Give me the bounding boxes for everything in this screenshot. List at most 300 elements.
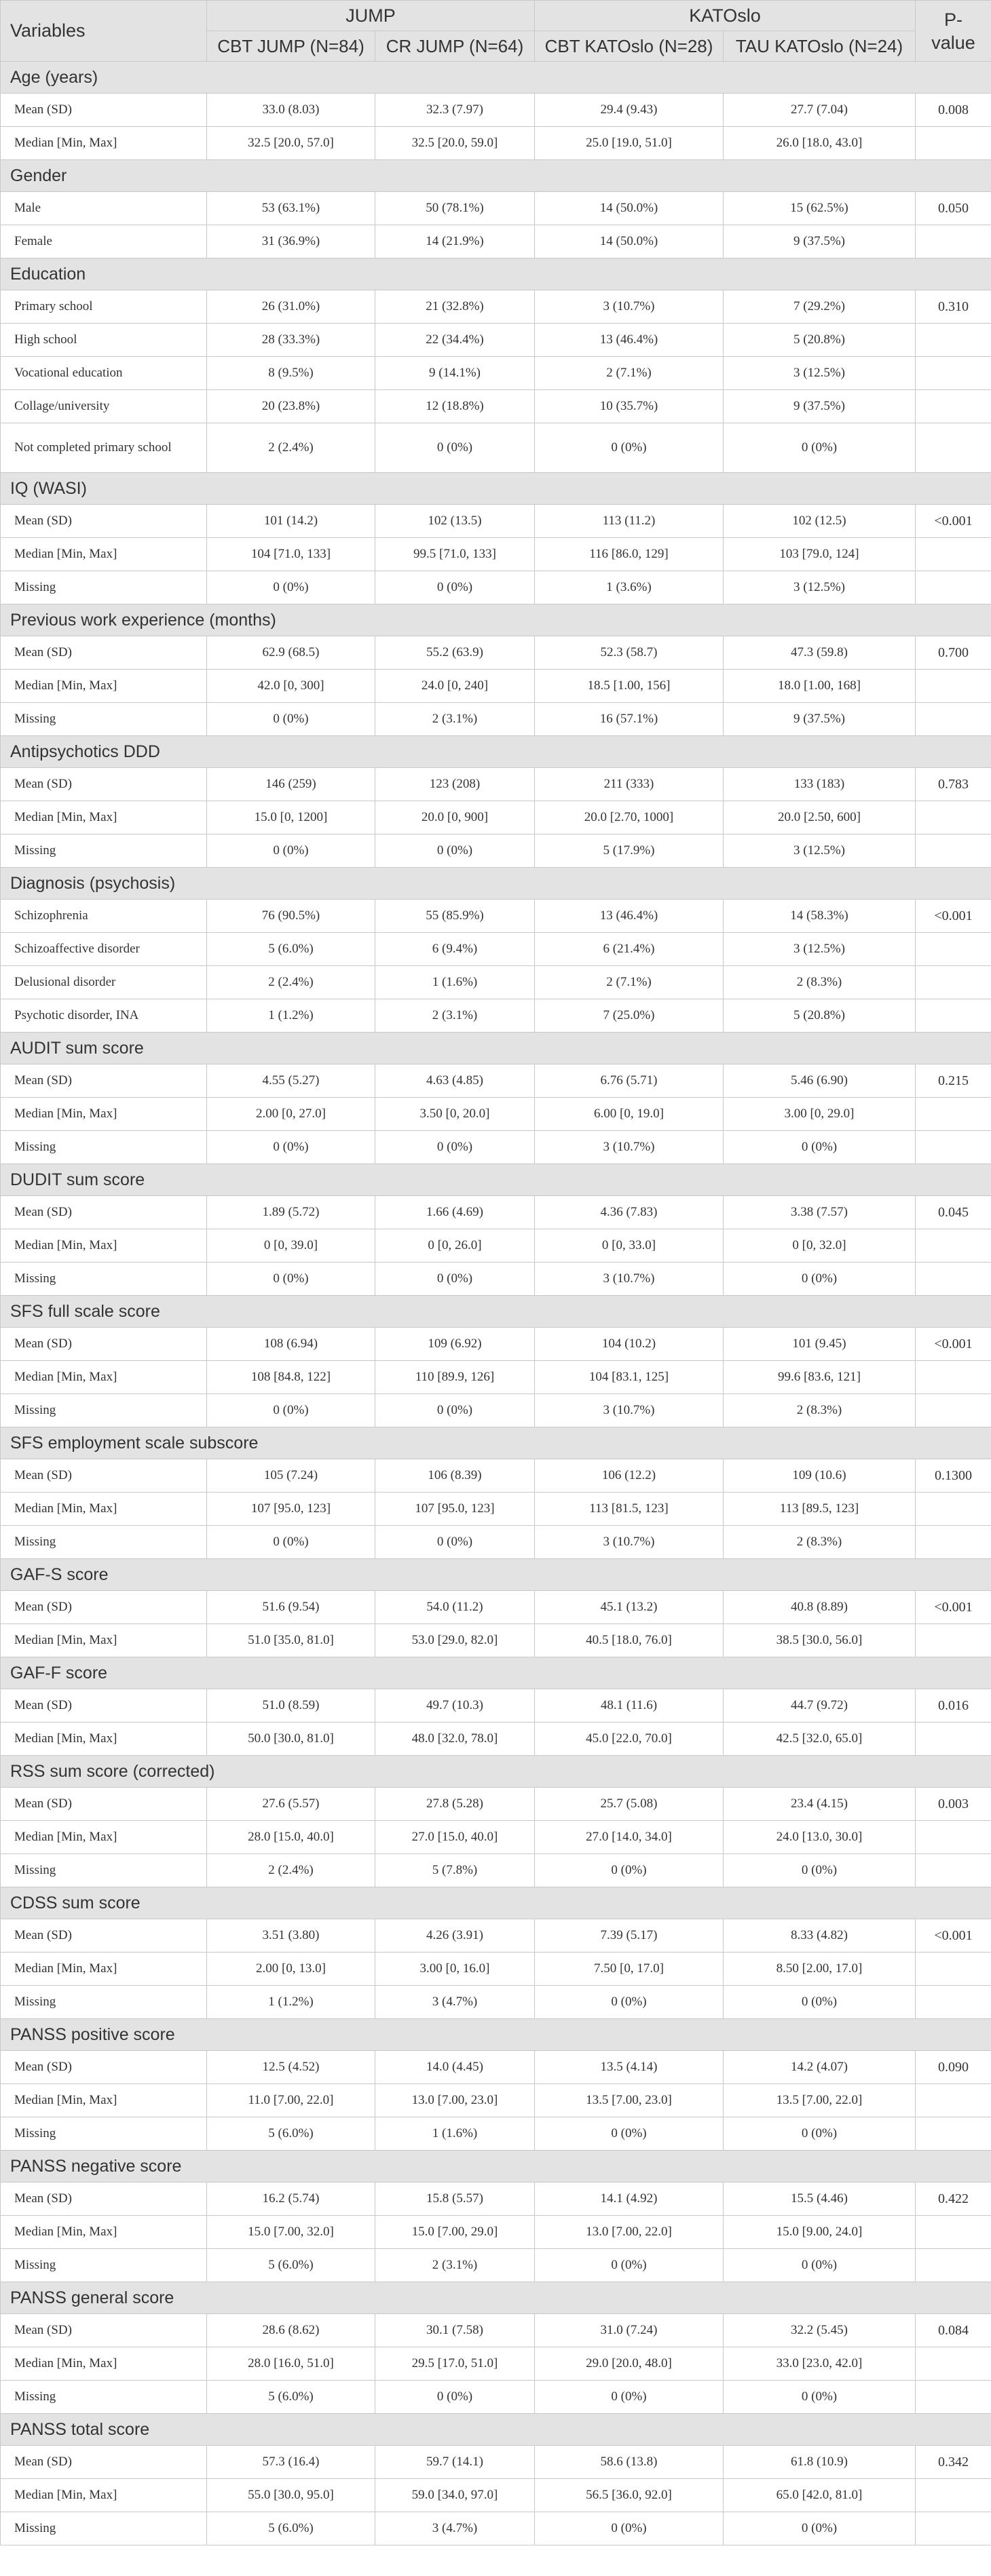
cr-jump-cell: 3.50 [0, 20.0] bbox=[375, 1098, 535, 1131]
tau-katoslo-cell: 5 (20.8%) bbox=[724, 324, 916, 357]
p-value-cell bbox=[916, 538, 991, 571]
cbt-katoslo-cell: 18.5 [1.00, 156] bbox=[535, 670, 724, 703]
row-label: Missing bbox=[1, 2381, 207, 2414]
cbt-jump-cell: 16.2 (5.74) bbox=[207, 2183, 375, 2216]
cbt-katoslo-cell: 10 (35.7%) bbox=[535, 390, 724, 423]
table-row bbox=[1, 1854, 991, 1887]
row-label: Median [Min, Max] bbox=[1, 538, 207, 571]
tau-katoslo-cell: 38.5 [30.0, 56.0] bbox=[724, 1624, 916, 1657]
row-label: Mean (SD) bbox=[1, 1788, 207, 1821]
table-row bbox=[1, 1459, 991, 1493]
cbt-jump-cell: 51.0 [35.0, 81.0] bbox=[207, 1624, 375, 1657]
tau-katoslo-cell: 18.0 [1.00, 168] bbox=[724, 670, 916, 703]
section-title: SFS employment scale subscore bbox=[1, 1427, 991, 1459]
cbt-jump-cell: 4.55 (5.27) bbox=[207, 1064, 375, 1098]
cbt-jump-cell: 57.3 (16.4) bbox=[207, 2446, 375, 2479]
cbt-katoslo-cell: 1 (3.6%) bbox=[535, 571, 724, 604]
p-value-cell bbox=[916, 1986, 991, 2019]
cbt-katoslo-cell: 6.76 (5.71) bbox=[535, 1064, 724, 1098]
section-row bbox=[1, 1657, 991, 1689]
jump-group-header: JUMP bbox=[207, 1, 535, 31]
p-value-cell bbox=[916, 2479, 991, 2512]
row-label: Mean (SD) bbox=[1, 2314, 207, 2347]
table-row bbox=[1, 571, 991, 604]
cbt-jump-cell: 11.0 [7.00, 22.0] bbox=[207, 2084, 375, 2117]
p-value-cell bbox=[916, 2216, 991, 2249]
cbt-katoslo-cell: 45.1 (13.2) bbox=[535, 1591, 724, 1624]
variables-header: Variables bbox=[1, 1, 207, 62]
section-title: Antipsychotics DDD bbox=[1, 736, 991, 768]
table-row bbox=[1, 703, 991, 736]
tau-katoslo-cell: 61.8 (10.9) bbox=[724, 2446, 916, 2479]
cbt-jump-cell: 28.0 [15.0, 40.0] bbox=[207, 1821, 375, 1854]
table-row bbox=[1, 834, 991, 868]
cr-jump-cell: 0 [0, 26.0] bbox=[375, 1229, 535, 1263]
cbt-jump-cell: 2 (2.4%) bbox=[207, 423, 375, 473]
tau-katoslo-cell: 2 (8.3%) bbox=[724, 966, 916, 999]
cbt-katoslo-cell: 2 (7.1%) bbox=[535, 357, 724, 390]
cbt-jump-cell: 28.6 (8.62) bbox=[207, 2314, 375, 2347]
p-value-cell: <0.001 bbox=[916, 505, 991, 538]
cr-jump-cell: 14 (21.9%) bbox=[375, 225, 535, 258]
cr-jump-cell: 4.63 (4.85) bbox=[375, 1064, 535, 1098]
row-label: Vocational education bbox=[1, 357, 207, 390]
table-row bbox=[1, 1098, 991, 1131]
cr-jump-cell: 4.26 (3.91) bbox=[375, 1919, 535, 1953]
cbt-jump-cell: 146 (259) bbox=[207, 768, 375, 801]
tau-katoslo-cell: 15 (62.5%) bbox=[724, 192, 916, 225]
cbt-jump-cell: 55.0 [30.0, 95.0] bbox=[207, 2479, 375, 2512]
p-value-cell bbox=[916, 2347, 991, 2381]
tau-katoslo-cell: 0 [0, 32.0] bbox=[724, 1229, 916, 1263]
tau-katoslo-cell: 47.3 (59.8) bbox=[724, 636, 916, 670]
cbt-katoslo-cell: 0 (0%) bbox=[535, 1854, 724, 1887]
tau-katoslo-cell: 9 (37.5%) bbox=[724, 225, 916, 258]
tau-katoslo-cell: 103 [79.0, 124] bbox=[724, 538, 916, 571]
cbt-katoslo-cell: 14 (50.0%) bbox=[535, 225, 724, 258]
cbt-katoslo-cell: 25.7 (5.08) bbox=[535, 1788, 724, 1821]
row-label: Male bbox=[1, 192, 207, 225]
tau-katoslo-cell: 0 (0%) bbox=[724, 2117, 916, 2151]
row-label: Mean (SD) bbox=[1, 2183, 207, 2216]
cr-jump-cell: 55 (85.9%) bbox=[375, 900, 535, 933]
section-row bbox=[1, 160, 991, 192]
cr-jump-cell: 99.5 [71.0, 133] bbox=[375, 538, 535, 571]
cbt-katoslo-cell: 48.1 (11.6) bbox=[535, 1689, 724, 1723]
cbt-katoslo-cell: 56.5 [36.0, 92.0] bbox=[535, 2479, 724, 2512]
cr-jump-cell: 0 (0%) bbox=[375, 2381, 535, 2414]
p-value-cell: 0.342 bbox=[916, 2446, 991, 2479]
table-row bbox=[1, 1689, 991, 1723]
cr-jump-cell: 30.1 (7.58) bbox=[375, 2314, 535, 2347]
tau-katoslo-cell: 5 (20.8%) bbox=[724, 999, 916, 1033]
tau-katoslo-cell: 7 (29.2%) bbox=[724, 290, 916, 324]
row-label: Median [Min, Max] bbox=[1, 1098, 207, 1131]
row-label: Missing bbox=[1, 1131, 207, 1164]
table-row bbox=[1, 966, 991, 999]
cbt-jump-cell: 0 (0%) bbox=[207, 571, 375, 604]
tau-katoslo-cell: 3 (12.5%) bbox=[724, 933, 916, 966]
p-value-cell bbox=[916, 423, 991, 473]
cbt-jump-cell: 5 (6.0%) bbox=[207, 2249, 375, 2282]
cr-jump-cell: 21 (32.8%) bbox=[375, 290, 535, 324]
tau-katoslo-cell: 101 (9.45) bbox=[724, 1328, 916, 1361]
tau-katoslo-cell: 109 (10.6) bbox=[724, 1459, 916, 1493]
section-title: SFS full scale score bbox=[1, 1296, 991, 1328]
p-value-cell bbox=[916, 2249, 991, 2282]
cr-jump-cell: 0 (0%) bbox=[375, 1394, 535, 1427]
cbt-jump-cell: 12.5 (4.52) bbox=[207, 2051, 375, 2084]
table-row bbox=[1, 2117, 991, 2151]
tau-katoslo-cell: 0 (0%) bbox=[724, 1854, 916, 1887]
table-row bbox=[1, 933, 991, 966]
cbt-katoslo-cell: 13.0 [7.00, 22.0] bbox=[535, 2216, 724, 2249]
cbt-katoslo-cell: 13.5 [7.00, 23.0] bbox=[535, 2084, 724, 2117]
cbt-jump-cell: 5 (6.0%) bbox=[207, 2381, 375, 2414]
row-label: Missing bbox=[1, 1986, 207, 2019]
row-label: Median [Min, Max] bbox=[1, 1229, 207, 1263]
cbt-katoslo-cell: 25.0 [19.0, 51.0] bbox=[535, 127, 724, 160]
tau-katoslo-cell: 27.7 (7.04) bbox=[724, 94, 916, 127]
cbt-jump-cell: 0 (0%) bbox=[207, 834, 375, 868]
tau-katoslo-cell: 15.5 (4.46) bbox=[724, 2183, 916, 2216]
row-label: Mean (SD) bbox=[1, 1459, 207, 1493]
cbt-jump-cell: 1.89 (5.72) bbox=[207, 1196, 375, 1229]
cr-jump-cell: 102 (13.5) bbox=[375, 505, 535, 538]
cr-jump-cell: 123 (208) bbox=[375, 768, 535, 801]
table-row bbox=[1, 1723, 991, 1756]
cbt-katoslo-cell: 13.5 (4.14) bbox=[535, 2051, 724, 2084]
section-row bbox=[1, 2414, 991, 2446]
row-label: Mean (SD) bbox=[1, 505, 207, 538]
p-value-header-line1: P- bbox=[944, 9, 963, 30]
section-row bbox=[1, 1887, 991, 1919]
section-title: PANSS negative score bbox=[1, 2151, 991, 2183]
cr-jump-cell: 12 (18.8%) bbox=[375, 390, 535, 423]
cbt-katoslo-cell: 13 (46.4%) bbox=[535, 324, 724, 357]
table-row bbox=[1, 2183, 991, 2216]
cr-jump-cell: 1 (1.6%) bbox=[375, 966, 535, 999]
row-label: Missing bbox=[1, 703, 207, 736]
row-label: Mean (SD) bbox=[1, 1919, 207, 1953]
cbt-katoslo-cell: 104 (10.2) bbox=[535, 1328, 724, 1361]
tau-katoslo-cell: 3 (12.5%) bbox=[724, 571, 916, 604]
table-row bbox=[1, 2216, 991, 2249]
table-row bbox=[1, 999, 991, 1033]
tau-katoslo-cell: 32.2 (5.45) bbox=[724, 2314, 916, 2347]
cbt-katoslo-cell: 14.1 (4.92) bbox=[535, 2183, 724, 2216]
cbt-jump-cell: 8 (9.5%) bbox=[207, 357, 375, 390]
cbt-katoslo-cell: 31.0 (7.24) bbox=[535, 2314, 724, 2347]
section-title: AUDIT sum score bbox=[1, 1033, 991, 1064]
cbt-jump-cell: 51.0 (8.59) bbox=[207, 1689, 375, 1723]
cbt-katoslo-cell: 13 (46.4%) bbox=[535, 900, 724, 933]
cbt-katoslo-cell: 7.50 [0, 17.0] bbox=[535, 1953, 724, 1986]
p-value-cell: 0.045 bbox=[916, 1196, 991, 1229]
cbt-katoslo-cell: 7.39 (5.17) bbox=[535, 1919, 724, 1953]
cr-jump-cell: 50 (78.1%) bbox=[375, 192, 535, 225]
p-value-cell bbox=[916, 127, 991, 160]
table-row bbox=[1, 1196, 991, 1229]
row-label: Mean (SD) bbox=[1, 1064, 207, 1098]
section-title: Previous work experience (months) bbox=[1, 604, 991, 636]
table-row bbox=[1, 1064, 991, 1098]
section-row bbox=[1, 1296, 991, 1328]
cbt-katoslo-cell: 0 [0, 33.0] bbox=[535, 1229, 724, 1263]
cbt-jump-cell: 3.51 (3.80) bbox=[207, 1919, 375, 1953]
row-label: Median [Min, Max] bbox=[1, 1953, 207, 1986]
cbt-katoslo-cell: 0 (0%) bbox=[535, 423, 724, 473]
table-row bbox=[1, 2314, 991, 2347]
table-row bbox=[1, 127, 991, 160]
row-label: Mean (SD) bbox=[1, 2051, 207, 2084]
katoslo-group-header: KATOslo bbox=[535, 1, 916, 31]
cr-jump-cell: 59.0 [34.0, 97.0] bbox=[375, 2479, 535, 2512]
cbt-katoslo-cell: 3 (10.7%) bbox=[535, 290, 724, 324]
table-row bbox=[1, 670, 991, 703]
p-value-cell: <0.001 bbox=[916, 1591, 991, 1624]
cr-jump-cell: 29.5 [17.0, 51.0] bbox=[375, 2347, 535, 2381]
p-value-cell bbox=[916, 2512, 991, 2545]
row-label: Mean (SD) bbox=[1, 1328, 207, 1361]
cbt-katoslo-cell: 3 (10.7%) bbox=[535, 1394, 724, 1427]
table-row bbox=[1, 768, 991, 801]
cr-jump-cell: 22 (34.4%) bbox=[375, 324, 535, 357]
section-row bbox=[1, 62, 991, 94]
cbt-jump-cell: 101 (14.2) bbox=[207, 505, 375, 538]
cbt-katoslo-cell: 116 [86.0, 129] bbox=[535, 538, 724, 571]
tau-katoslo-cell: 23.4 (4.15) bbox=[724, 1788, 916, 1821]
tau-katoslo-cell: 113 [89.5, 123] bbox=[724, 1493, 916, 1526]
cbt-katoslo-cell: 20.0 [2.70, 1000] bbox=[535, 801, 724, 834]
cr-jump-cell: 15.0 [7.00, 29.0] bbox=[375, 2216, 535, 2249]
p-value-cell bbox=[916, 2117, 991, 2151]
cr-jump-cell: 106 (8.39) bbox=[375, 1459, 535, 1493]
p-value-cell bbox=[916, 324, 991, 357]
section-row bbox=[1, 2151, 991, 2183]
cbt-jump-cell: 108 [84.8, 122] bbox=[207, 1361, 375, 1394]
tau-katoslo-cell: 0 (0%) bbox=[724, 2512, 916, 2545]
row-label: Mean (SD) bbox=[1, 94, 207, 127]
cbt-jump-cell: 0 [0, 39.0] bbox=[207, 1229, 375, 1263]
p-value-cell bbox=[916, 1394, 991, 1427]
table-row bbox=[1, 1131, 991, 1164]
cr-jump-cell: 24.0 [0, 240] bbox=[375, 670, 535, 703]
cbt-jump-cell: 20 (23.8%) bbox=[207, 390, 375, 423]
p-value-cell bbox=[916, 357, 991, 390]
row-label: Median [Min, Max] bbox=[1, 1624, 207, 1657]
section-title: Gender bbox=[1, 160, 991, 192]
cbt-katoslo-cell: 16 (57.1%) bbox=[535, 703, 724, 736]
cr-jump-cell: 0 (0%) bbox=[375, 1263, 535, 1296]
table-row bbox=[1, 2446, 991, 2479]
table-row bbox=[1, 2479, 991, 2512]
cbt-katoslo-cell: 113 (11.2) bbox=[535, 505, 724, 538]
p-value-cell bbox=[916, 1723, 991, 1756]
p-value-cell: 0.090 bbox=[916, 2051, 991, 2084]
row-label: Missing bbox=[1, 2249, 207, 2282]
tau-katoslo-cell: 44.7 (9.72) bbox=[724, 1689, 916, 1723]
section-title: IQ (WASI) bbox=[1, 473, 991, 505]
p-value-cell: 0.016 bbox=[916, 1689, 991, 1723]
section-title: RSS sum score (corrected) bbox=[1, 1756, 991, 1788]
table-row bbox=[1, 2051, 991, 2084]
cr-jump-cell: 13.0 [7.00, 23.0] bbox=[375, 2084, 535, 2117]
row-label: Psychotic disorder, INA bbox=[1, 999, 207, 1033]
tau-katoslo-cell: 133 (183) bbox=[724, 768, 916, 801]
tau-katoslo-cell: 99.6 [83.6, 121] bbox=[724, 1361, 916, 1394]
row-label: Median [Min, Max] bbox=[1, 670, 207, 703]
row-label: Median [Min, Max] bbox=[1, 1723, 207, 1756]
row-label: Missing bbox=[1, 2117, 207, 2151]
cr-jump-cell: 110 [89.9, 126] bbox=[375, 1361, 535, 1394]
table-row bbox=[1, 2347, 991, 2381]
cbt-katoslo-cell: 104 [83.1, 125] bbox=[535, 1361, 724, 1394]
cr-jump-cell: 1 (1.6%) bbox=[375, 2117, 535, 2151]
cr-jump-cell: 5 (7.8%) bbox=[375, 1854, 535, 1887]
section-row bbox=[1, 473, 991, 505]
cr-jump-cell: 27.8 (5.28) bbox=[375, 1788, 535, 1821]
section-title: GAF-S score bbox=[1, 1559, 991, 1591]
p-value-cell bbox=[916, 966, 991, 999]
cbt-katoslo-cell: 106 (12.2) bbox=[535, 1459, 724, 1493]
row-label: Missing bbox=[1, 2512, 207, 2545]
cr-jump-cell: 2 (3.1%) bbox=[375, 999, 535, 1033]
row-label: Missing bbox=[1, 571, 207, 604]
section-row bbox=[1, 1164, 991, 1196]
cbt-katoslo-cell: 14 (50.0%) bbox=[535, 192, 724, 225]
tau-katoslo-cell: 14 (58.3%) bbox=[724, 900, 916, 933]
table-body bbox=[1, 62, 991, 2545]
cr-jump-cell: 2 (3.1%) bbox=[375, 703, 535, 736]
row-label: Mean (SD) bbox=[1, 1591, 207, 1624]
tau-katoslo-cell: 13.5 [7.00, 22.0] bbox=[724, 2084, 916, 2117]
table-row bbox=[1, 1229, 991, 1263]
cbt-jump-cell: 107 [95.0, 123] bbox=[207, 1493, 375, 1526]
section-title: PANSS total score bbox=[1, 2414, 991, 2446]
tau-katoslo-cell: 26.0 [18.0, 43.0] bbox=[724, 127, 916, 160]
cr-jump-cell: 109 (6.92) bbox=[375, 1328, 535, 1361]
table-row bbox=[1, 1953, 991, 1986]
p-value-cell: <0.001 bbox=[916, 900, 991, 933]
p-value-cell: <0.001 bbox=[916, 1328, 991, 1361]
cr-jump-cell: 2 (3.1%) bbox=[375, 2249, 535, 2282]
p-value-cell bbox=[916, 933, 991, 966]
cbt-katoslo-cell: 6.00 [0, 19.0] bbox=[535, 1098, 724, 1131]
cbt-jump-cell: 31 (36.9%) bbox=[207, 225, 375, 258]
cr-jump-cell: 27.0 [15.0, 40.0] bbox=[375, 1821, 535, 1854]
section-row bbox=[1, 2282, 991, 2314]
row-label: Median [Min, Max] bbox=[1, 127, 207, 160]
p-value-cell: 0.084 bbox=[916, 2314, 991, 2347]
cbt-katoslo-cell: 45.0 [22.0, 70.0] bbox=[535, 1723, 724, 1756]
cbt-jump-cell: 2 (2.4%) bbox=[207, 1854, 375, 1887]
tau-katoslo-cell: 15.0 [9.00, 24.0] bbox=[724, 2216, 916, 2249]
cbt-jump-cell: 0 (0%) bbox=[207, 703, 375, 736]
tau-katoslo-cell: 3.00 [0, 29.0] bbox=[724, 1098, 916, 1131]
row-label: Mean (SD) bbox=[1, 636, 207, 670]
cr-jump-cell: 0 (0%) bbox=[375, 834, 535, 868]
p-value-cell: 0.1300 bbox=[916, 1459, 991, 1493]
cbt-katoslo-cell: 29.0 [20.0, 48.0] bbox=[535, 2347, 724, 2381]
table-row bbox=[1, 1526, 991, 1559]
cr-jump-cell: 3 (4.7%) bbox=[375, 1986, 535, 2019]
p-value-cell bbox=[916, 1624, 991, 1657]
row-label: Missing bbox=[1, 1526, 207, 1559]
cr-jump-cell: 53.0 [29.0, 82.0] bbox=[375, 1624, 535, 1657]
cr-jump-cell: 32.5 [20.0, 59.0] bbox=[375, 127, 535, 160]
p-value-cell: 0.422 bbox=[916, 2183, 991, 2216]
table-header bbox=[1, 1, 991, 62]
cr-jump-cell: 6 (9.4%) bbox=[375, 933, 535, 966]
cbt-jump-cell: 104 [71.0, 133] bbox=[207, 538, 375, 571]
cbt-katoslo-cell: 40.5 [18.0, 76.0] bbox=[535, 1624, 724, 1657]
section-row bbox=[1, 1033, 991, 1064]
table-row bbox=[1, 192, 991, 225]
p-value-cell: 0.215 bbox=[916, 1064, 991, 1098]
table-row bbox=[1, 1394, 991, 1427]
tau-katoslo-cell: 20.0 [2.50, 600] bbox=[724, 801, 916, 834]
p-value-cell bbox=[916, 1821, 991, 1854]
cbt-katoslo-cell: 211 (333) bbox=[535, 768, 724, 801]
cbt-jump-cell: 32.5 [20.0, 57.0] bbox=[207, 127, 375, 160]
cbt-jump-cell: 105 (7.24) bbox=[207, 1459, 375, 1493]
tau-katoslo-cell: 0 (0%) bbox=[724, 1263, 916, 1296]
cr-jump-cell: 107 [95.0, 123] bbox=[375, 1493, 535, 1526]
cr-jump-cell: 55.2 (63.9) bbox=[375, 636, 535, 670]
row-label: Missing bbox=[1, 1394, 207, 1427]
cbt-jump-cell: 62.9 (68.5) bbox=[207, 636, 375, 670]
cbt-jump-cell: 15.0 [7.00, 32.0] bbox=[207, 2216, 375, 2249]
row-label: Mean (SD) bbox=[1, 768, 207, 801]
cbt-katoslo-cell: 29.4 (9.43) bbox=[535, 94, 724, 127]
cbt-katoslo-cell: 0 (0%) bbox=[535, 2117, 724, 2151]
cr-jump-cell: 0 (0%) bbox=[375, 1131, 535, 1164]
row-label: High school bbox=[1, 324, 207, 357]
p-value-cell bbox=[916, 1493, 991, 1526]
table-row bbox=[1, 636, 991, 670]
table-row bbox=[1, 538, 991, 571]
table-row bbox=[1, 1788, 991, 1821]
tau-katoslo-cell: 0 (0%) bbox=[724, 1131, 916, 1164]
table-row bbox=[1, 2512, 991, 2545]
table-row bbox=[1, 1919, 991, 1953]
table-row bbox=[1, 1493, 991, 1526]
p-value-header bbox=[916, 1, 991, 62]
tau-katoslo-cell: 40.8 (8.89) bbox=[724, 1591, 916, 1624]
cbt-katoslo-cell: 3 (10.7%) bbox=[535, 1263, 724, 1296]
tau-katoslo-cell: 3.38 (7.57) bbox=[724, 1196, 916, 1229]
cbt-jump-header: CBT JUMP (N=84) bbox=[207, 31, 375, 62]
cbt-katoslo-cell: 58.6 (13.8) bbox=[535, 2446, 724, 2479]
p-value-cell bbox=[916, 999, 991, 1033]
cbt-katoslo-cell: 0 (0%) bbox=[535, 2249, 724, 2282]
table-row bbox=[1, 1591, 991, 1624]
row-label: Median [Min, Max] bbox=[1, 2347, 207, 2381]
table-row bbox=[1, 324, 991, 357]
cbt-jump-cell: 28.0 [16.0, 51.0] bbox=[207, 2347, 375, 2381]
cr-jump-cell: 9 (14.1%) bbox=[375, 357, 535, 390]
row-label: Median [Min, Max] bbox=[1, 2216, 207, 2249]
table-row bbox=[1, 1263, 991, 1296]
p-value-cell bbox=[916, 1361, 991, 1394]
p-value-cell bbox=[916, 1263, 991, 1296]
cbt-jump-cell: 27.6 (5.57) bbox=[207, 1788, 375, 1821]
section-title: Age (years) bbox=[1, 62, 991, 94]
cbt-jump-cell: 42.0 [0, 300] bbox=[207, 670, 375, 703]
cbt-jump-cell: 1 (1.2%) bbox=[207, 1986, 375, 2019]
section-title: GAF-F score bbox=[1, 1657, 991, 1689]
